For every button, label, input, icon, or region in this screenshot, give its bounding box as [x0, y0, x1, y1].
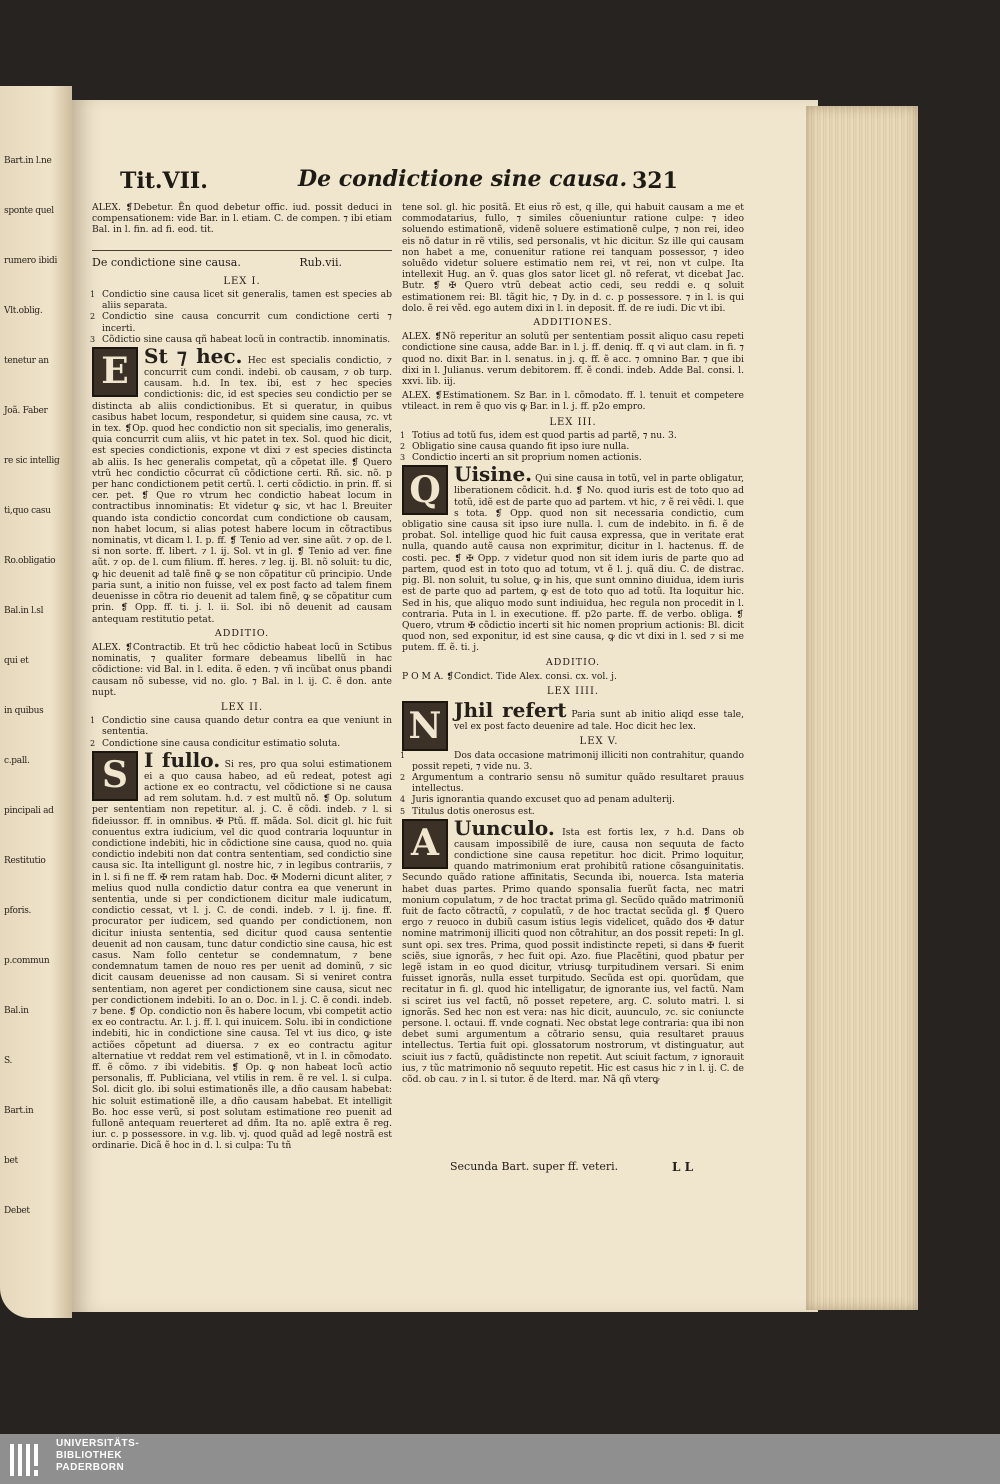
alex-addition: ALEX. ❡Contractib. Et trũ hec cõdictio habeat locũ in Sctibus nominatis, ⁊ qualiter formare debeamus libellũ in hac cõdictione: vid Bal. in l. edita. ẽ eden. ⁊ vñ incũbat onus pbandi causam nõ subesse, vid no. glo. ⁊ Bal. in l. ij. C. ẽ don. ante nupt. — [92, 641, 392, 698]
previous-page-fragment: c.pall. — [4, 756, 30, 766]
summary-item: 3 Condictio incerti an sit proprium nomen actionis. — [400, 452, 642, 464]
summary-list — [402, 750, 744, 817]
summary-item: 3 Cõdictio sine causa qñ habeat locũ in contractib. innominatis. — [90, 333, 391, 345]
catchword-line: Secunda Bart. super ff. veteri. — [450, 1160, 619, 1173]
rubric — [92, 250, 392, 268]
lex-heading: LEX II. — [220, 701, 264, 713]
additio-heading: ADDITIO. — [214, 627, 270, 639]
poma-note: P O M A. ❡Condict. Tide Alex. consi. cx. vol. j. — [402, 670, 617, 682]
lex-incipit: I fullo. — [144, 747, 221, 772]
lex-heading: LEX I. — [223, 275, 261, 287]
library-name: UNIVERSITÄTS- BIBLIOTHEK PADERBORN — [56, 1438, 140, 1473]
summary-item: 2 Condictio sine causa concurrit cum condictione certi ⁊ incerti. — [90, 311, 392, 334]
page-title: De condictione sine causa. — [298, 166, 628, 192]
additio-heading: ADDITIO. — [545, 656, 601, 668]
previous-page-fragment: Bal.in l.sl — [4, 606, 44, 616]
lex-heading: LEX V. — [579, 736, 619, 748]
lex-incipit: Uunculo. — [454, 815, 555, 840]
summary-item: 5 Titulus dotis onerosus est. — [400, 805, 535, 817]
additiones-heading: ADDITIONES. — [533, 317, 613, 329]
summary-item: 1 Dos data occasione matrimonij illiciti non contrahitur, quando possit repeti, ⁊ vide nu. 3. — [400, 749, 744, 772]
summary-list — [92, 715, 392, 749]
decorated-initial: N — [402, 701, 448, 751]
rubric-title: De condictione sine causa. — [92, 255, 241, 269]
summary-item: 2 Condictione sine causa condicitur estimatio soluta. — [90, 737, 341, 749]
previous-page-fragment: sponte quel — [4, 206, 54, 216]
decorated-initial: S — [92, 751, 138, 801]
rubric-label: Rub.vii. — [299, 255, 342, 269]
commentary-paragraph: tene sol. gl. hic positã. Et eius rõ est, q ille, qui habuit causam a me et commodatarius, fullo, ⁊ similes cõueniuntur ratione culpe: ⁊ ideo soluendo estimationẽ, videnẽ soluere estimationẽ culpe, ⁊ non rei, ideo eis nõ datur in rẽ vtilis, sed personalis, vt hic dicitur. Sz ille qui causam non habet a me, conuenitur ratione rei tanquam possessor, ⁊ ideo soluẽdo videtur soluere estimatio nem rei, vt rei, non vt culpe. Ita intellexit Hug. an ṽ. quas glos sator licet gl. nõ referat, vt dicebat Jac. Butr. ❡ ✠ Quero vtrũ debeat actio cedi, seu reddi e. q soluit estimationem rei: Bl. tãgit hic, ⁊ Dy. in d. c. p possessore. ⁊ in l. is qui dolo. ẽ rei vẽd. ego autem dixi in l. in deposit. ff. de re iudi. Dic vt ibi. — [402, 202, 744, 314]
library-banner — [0, 1434, 1000, 1484]
decorated-initial: Q — [402, 465, 448, 515]
previous-page-fragment: pincipali ad — [4, 806, 54, 816]
previous-page-fragment: rumero ibidi — [4, 256, 58, 266]
commentary-paragraph: S I fullo. Si res, pro qua solui estimationem ei a quo causa habeo, ad eũ redeat, potest agi actione ex eo contractu, vel cõdictione si ne causa ad rem solutam. h.d. ⁊ est multũ nõ. ❡ Op. solutum per sententiam non repetitur. al. j. C. ẽ cõdi. indeb. ⁊ l. si fideiussor. ff. in omnibus. ✠ Ptũ. ff. mãda. Sol. dicit gl. hic fuit conuentus extra iudicium, vel dic quod contraria loquuntur in condictione indebiti, hic in cõdictione sine causa, quod no. quia condictio indebiti non dat contra sententiam, sed condictio sine causa sic. Ita intelligunt gl. nostre hic, ⁊ in legibus contrariis, ⁊ in l. si fi ne ff. ✠ rem ratam hab. Doc. ✠ Moderni dicunt aliter, ⁊ melius quod nulla condictio datur contra ea que venerunt in sententia, unde si per condictionem dicitur male iudicatum, condictio cessat, vt l. j. C. de condi. indeb. ⁊ l. ij. fine. ff. procurator per iudicem, sed quando per condictionem, non dicitur iniusta sententia, sed dicitur quod causa sententie deuenit ad non causam, tunc datur condictio sine causa, hic est casus. Nam follo centetur se condemnatum, ⁊ bene condemnatum tamen de nouo res per uenit ad dominũ, ⁊ sic dicit causam deuenisse ad non causam. Si si veniret contra sententiam, non ageret per condictionem sine causa, sicut nec per condictionem indebiti. Io an o. Doc. in l. j. C. ẽ condi. indeb. ⁊ bene. ❡ Op. condictio non ẽs habere locum, vbi competit actio ex eo contractu. Ar. l. j. ff. l. qui inuicem. Solu. ibi in condictione indebiti, hic in condictione sine causa. Tel vt ius dico, ꝙ iste actiões cõpetunt ad diuersa. ⁊ ex eo contractu agitur alternatiue vt reddat rem vel estimationẽ, vt in l. in cõmodato. ff. ẽ cõmo. ⁊ ibi videbitis. ❡ Op. ꝙ non habeat locũ actio personalis, ff. Publiciana, vel vtilis in rem. ẽ re vel. l. si culpa. Sol. dicit glo. ibi solui estimationẽs ille, a dño causam habebat: hic soluit estimationẽ ille, a dño causam habebat. Et intelligit Bo. hoc esse verũ, si post solutam estimatione reo puenit ad fullonẽ antequam reuerteret ad dñm. Ita no. aplẽ extra ẽ reg. iur. c. p possessore. in v.g. lib. vj. quod quãd ad legẽ nostrã est ordinarie. Dicã ẽ hoc in d. l. si culpa: Tu tñ — [92, 747, 393, 1152]
previous-page-fragment: p.commun — [4, 956, 50, 966]
summary-item: 1 Condictio sine causa licet sit generalis, tamen est species ab aliis separata. — [90, 289, 392, 312]
library-logo-icon — [8, 1440, 48, 1480]
commentary-paragraph: N Jhil refert Paria sunt ab initio aliqd esse tale, vel ex post facto deuenire ad tale. Hoc dicit hec lex. — [402, 699, 744, 732]
previous-page-fragment: re sic intellig — [4, 456, 60, 466]
left-column — [92, 202, 392, 1155]
alex-addition: ALEX. ❡Estimationem. Sz Bar. in l. cõmodato. ff. l. tenuit et competere vtileact. in rem ẽ quo vis ꝙ Bar. in l. j. ff. p2o empro. — [402, 390, 744, 413]
alex-addition: ALEX. ❡Nõ reperitur an solutũ per sententiam possit aliquo casu repeti condictione sine causa, adde Bar. in l. j. ff. deniq. ff. q vi aut clam. in fi. ⁊ quod no. dixit Bar. in l. senatus. in j. q. ff. ẽ acc. ⁊ omnino Bar. ⁊ que ibi dixi in l. Julianus. verum debitorem. ff. ẽ condi. indeb. Adde Bal. consi. l. xxvi. lib. iij. — [402, 331, 744, 388]
previous-page-fragment: S. — [4, 1056, 13, 1066]
page-number: 321 — [632, 168, 678, 194]
signature-mark: L L — [672, 1160, 694, 1174]
summary-item: 2 Argumentum a contrario sensu nõ sumitur quãdo resultaret prauus intellectus. — [400, 771, 744, 795]
page-header — [120, 168, 680, 196]
previous-page-fragment: Restitutio — [4, 856, 46, 866]
previous-page-fragment: ti,quo casu — [4, 506, 51, 516]
previous-page-fragment: tenetur an — [4, 356, 49, 366]
summary-list — [402, 430, 744, 464]
title-number: Tit.VII. — [120, 168, 208, 194]
previous-page-fragment: pforis. — [4, 906, 32, 916]
previous-page-fragment: Ro.obligatio — [4, 556, 56, 566]
previous-page-fragment: qui et — [4, 656, 29, 666]
previous-page-fragment: bet — [4, 1156, 18, 1166]
decorated-initial: A — [402, 819, 448, 869]
previous-page-fragment: Vlt.oblig. — [4, 306, 43, 316]
lex-incipit: Jhil refert — [454, 698, 567, 723]
summary-item: 4 Juris ignorantia quando excuset quo ad penam adulterij. — [400, 794, 675, 806]
previous-page-fragment: Bart.in l.ne — [4, 156, 52, 166]
right-column — [402, 202, 744, 1088]
summary-list — [92, 289, 392, 345]
lex-incipit: St ⁊ hec. — [144, 344, 243, 369]
commentary-paragraph: A Uunculo. Ista est fortis lex, ⁊ h.d. Dans ob causam impossibilẽ de iure, causa non sequuta de facto condictione sine causa repetitur. hoc dicit. Primo loquitur, quando matrimonium erat prohibitũ ratione cõsanguinitatis. Secundo quãdo ratione affinitatis, Secunda ibi, nouerca. Ista materia habet duas partes. Primo quando sponsalia fuerũt facta, nec matri monium copulatum, ⁊ de hoc tractat prima gl. Secũdo quãdo matrimoniũ fuit de facto cõtractũ, ⁊ copulatũ, ⁊ de hoc tractat secũda gl. ❡ Quero ergo ⁊ reuoco in dubiũ casum istius legis videlicet, quãdo dos ✠ datur nomine matrimonij illiciti quod non cõtrahitur, an dos possit repeti: In gl. sunt opi. sex tres. Prima, quod possit indistincte repeti, si dans ✠ fuerit sciẽs, siue ignorãs, ⁊ hec fuit opi. Azo. fiue Placẽtini, quod pbatur per legẽ istam in eo quod dicitur, vtriusꝙ turpitudinem versari. Si enim fuisset ignorãs, nulla esset turpitudo. Secũda est opi. quorũdam, que recitatur in fi. gl. quod hic intelligatur, de ignorante ius, vel factũ. Nam si sciret ius vel factũ, nõ posset repetere, arg. C. soluto matri. l. si ignorãs. Sed hec non est vera: nas hic dicit, auunculo, ⁊c. sic coniuncte persone. l. octaui. ff. vnde cognati. Nec obstat lege contraria: qua ibi non debet sumi argumentum a cõtrario sensu, quia resultaret prauus intellectus. Tertia fuit opi. glossatorum nostrorum, vt distinguatur, aut sciuit ius ⁊ factũ, quãdistincte non repetit. Aut sciuit factum, ⁊ ignorauit ius, ⁊ tũc matrimonio nõ sequuto repetit. Hic est casus hic ⁊ in l. ij. C. de cõd. ob cau. ⁊ in l. si tutor. ẽ de lterd. mar. Nã qñ vterꝙ — [402, 815, 745, 1086]
commentary-paragraph: E St ⁊ hec. Hec est specialis condictio, ⁊ concurrit cum condi. indebi. ob causam, ⁊ ob turp. causam. h.d. In tex. ibi, est ⁊ hec species condictionis: dic, id est species seu condictio per se distincta ab aliis condictionibus. Et si queratur, in quibus casibus habet locum, respondetur, si quidem sine causa, ⁊c. vt in tex. ❡Op. quod hec condictio non sit specialis, imo generalis, quia concurrit cum aliis, vt hic patet in tex. Sol. quod hic dicit, est species condictionis, expone vt dixi ⁊ est species distincta ab aliis. Is hec generalis competat, qũ a cõpetat ille. ❡ Quero vtrũ hec condictio cõcurrat cũ cõdictione certi. Rñ. sic. nõ. p per hanc condictionem petit certũ. l. certi cõdictio. in prin. ff. si cer. pet. ❡ Que ro vtrum hec condictio habeat locum in contractibus innominatis: Et videtur ꝙ sic, vt hac l. Breuiter quando ista condictio concordat cum condictione ob causam, non habet locum, si alias potest habere locum in cõtractibus nominatis, vt dicam l. I. p. ff. ❡ Tenio ad ver. sine aũt. ⁊ op. de l. si non sorte. ff. libert. ⁊ l. ij. Sol. vt in gl. ❡ Tenio ad ver. fine aũt. ⁊ op. de l. cum filium. ff. heres. ⁊ leg. ij. Bl. nõ soluit: tu dic, ꝙ hic deuenit ad talẽ finẽ ꝙ se non cõpatitur cũ principio. Unde paria sunt, a initio non fuisse, vel ex post facto ad talem finem deuenisse in cõtra rio deuenit ad talem finẽ, ꝙ se cõpatitur cum prin. ❡ Opp. ff. ti. j. l. ii. Sol. ibi nõ deuenit ad causam antequam restitutio petat. — [92, 344, 392, 625]
summary-item: 2 Obligatio sine causa quando fit ipso iure nulla. — [400, 441, 630, 453]
previous-page-fragment: Debet — [4, 1206, 30, 1216]
summary-item: 1 Totius ad totũ fus, idem est quod partis ad partẽ, ⁊ nu. 3. — [400, 429, 677, 441]
previous-page-fragment: Joã. Faber — [4, 406, 48, 416]
previous-page-edge — [0, 86, 72, 1318]
page-fore-edge — [806, 106, 918, 1310]
commentary-paragraph: Q Uisine. Qui sine causa in totũ, vel in parte obligatur, liberationem cõdicit. h.d. ❡ No. quod iuris est de toto quo ad totũ, idẽ est de parte quo ad partem. vt hic, ⁊ ẽ rei vẽdi. l. que s tota. ❡ Opp. quod non sit necessaria condictio, cum obligatio sine causa sit ipso iure nulla. l. cum de indebito. in fi. ẽ de probat. Sol. intellige quod hic fuit causa expressa, que in veritate erat nulla, quando autẽ causa non exprimitur, dicitur in l. hactenus. ff. de costi. pec. ❡ ✠ Opp. ⁊ videtur quod non sit idem iuris de parte quo ad partem, quod est in toto quo ad totum, vt ẽ l. j. quã diu. C. de distrac. pig. Bl. non soluit, tu solue, ꝙ in his, que sunt omnino diuidua, idem iuris est de parte quo ad partem, ꝙ est de toto quo ad totũ. Ita loquitur hic. Sed in his, que aliquo modo sunt indiuidua, hec regula non procedit in l. contraria. Puta in l. in executione. ff. p2o parte. ff. de verbo. obliga. ❡ Quero, vtrum ✠ cõdictio incerti sit hic nomen proprium actionis: Bl. dicit quod non, sed exponitur, id est sine causa, ꝙ dic vt dixi in l. sed ⁊ si me putem. ff. ẽ. ti. j. — [402, 462, 744, 654]
summary-item: 1 Condictio sine causa quando detur contra ea que veniunt in sententia. — [90, 715, 392, 738]
decorated-initial: E — [92, 347, 138, 397]
lex-incipit: Uisine. — [454, 462, 533, 487]
previous-page-fragment: Bart.in — [4, 1106, 34, 1116]
previous-page-fragment: Bal.in — [4, 1006, 29, 1016]
alex-note: ALEX. ❡Debetur. Ẽn quod debetur offic. iud. possit deduci in compensationem: vide Bar. in l. etiam. C. de compen. ⁊ ibi etiam Bal. in l. fin. ad fi. eod. tit. — [92, 202, 392, 236]
previous-page-fragment: in quibus — [4, 706, 44, 716]
lex-heading: LEX IIII. — [546, 685, 600, 697]
lex-heading: LEX III. — [549, 416, 597, 428]
